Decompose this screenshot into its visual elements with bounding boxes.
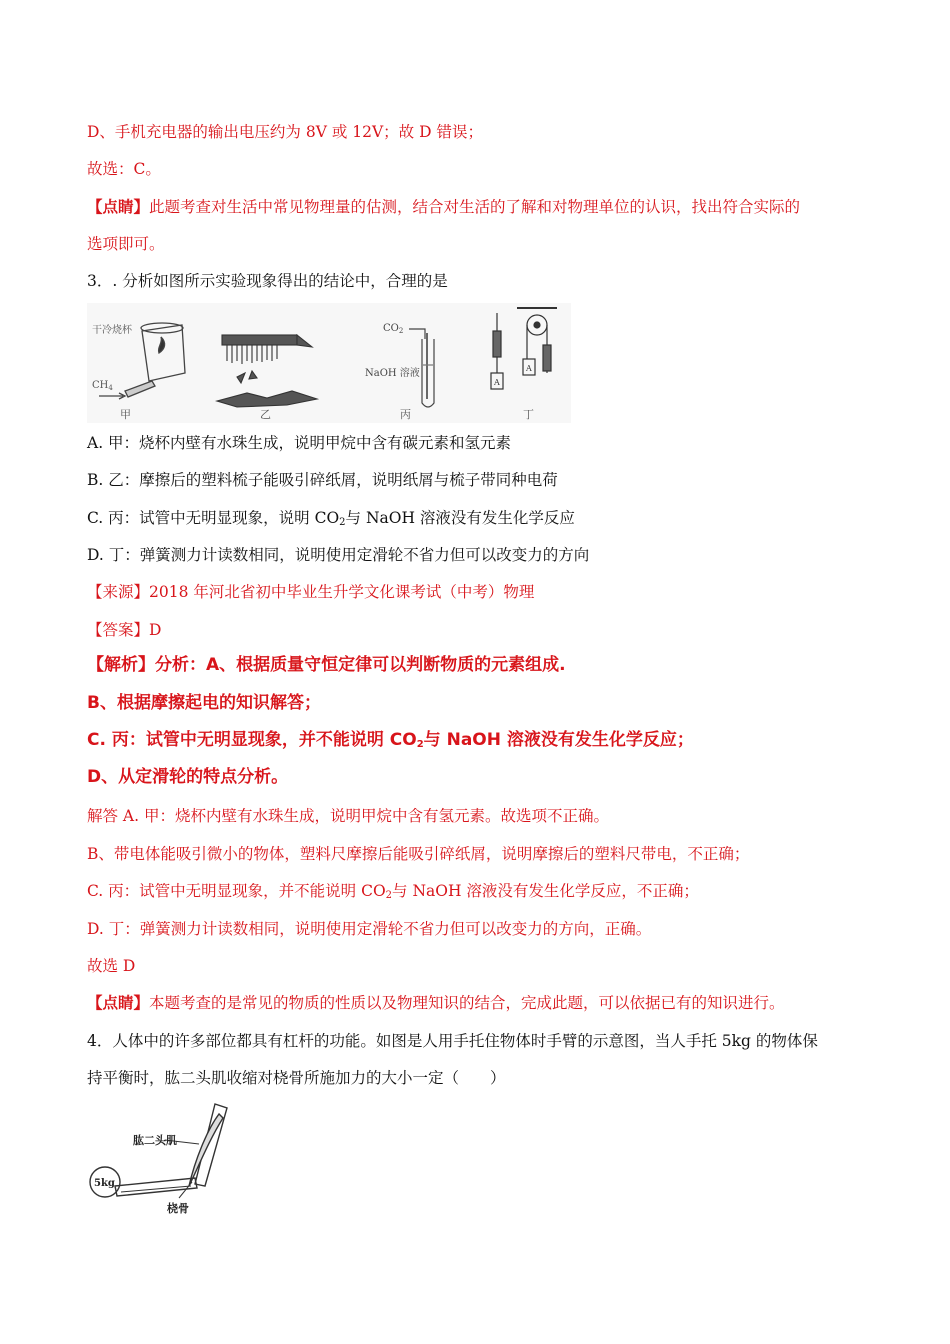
- mass-label: 5kg: [94, 1178, 115, 1189]
- biceps-muscle: [189, 1114, 223, 1186]
- solution-line3: C. 丙：试管中无明显现象，并不能说明 $CO_2$与 NaOH 溶液没有发生化学反应，不正确；: [87, 882, 699, 901]
- option-c: C. 丙：试管中无明显现象，说明 $CO_2$与 NaOH 溶液没有发生化学反应: [87, 509, 575, 528]
- analysis-line3: C. 丙：试管中无明显现象，并不能说明 $CO_2$与 NaOH 溶液没有发生化学反应；: [87, 730, 694, 750]
- weight-label-1: A: [494, 378, 500, 387]
- question-4-line1: 4．人体中的许多部位都具有杠杆的功能。如图是人用手托住物体时手臂的示意图，当人手托 5kg 的物体保: [87, 1032, 818, 1050]
- ch4-label: $CH_4$: [92, 380, 113, 392]
- beaker-label: 干冷烧杯: [92, 325, 132, 336]
- question-3-figure: [87, 303, 571, 423]
- arm-illustration: [87, 1100, 247, 1218]
- naoh-label: NaOH 溶液: [365, 368, 420, 379]
- arm-figure: [87, 1100, 247, 1218]
- muscle-label: 肱二头肌: [133, 1134, 177, 1147]
- left-spring-scale: [493, 331, 501, 357]
- analysis-line2: B、根据摩擦起电的知识解答；: [87, 693, 321, 713]
- analysis-line4: D、从定滑轮的特点分析。: [87, 767, 289, 787]
- co2-label: $CO_2$: [383, 323, 404, 335]
- source-line: 【来源】2018 年河北省初中毕业生升学文化课考试（中考）物理: [87, 583, 535, 601]
- right-spring-scale: [543, 345, 551, 371]
- prev-comment-line1: [87, 197, 800, 217]
- question-3-stem: 3．. 分析如图所示实验现象得出的结论中，合理的是: [87, 272, 448, 290]
- q3-comment: 【点睛】本题考查的是常见的物质的性质以及物理知识的结合，完成此题，可以依据已有的知识进行。: [87, 993, 785, 1012]
- option-a: A. 甲：烧杯内壁有水珠生成，说明甲烷中含有碳元素和氢元素: [87, 434, 512, 452]
- label-jia: 甲: [120, 408, 131, 421]
- label-ding: 丁: [523, 408, 534, 421]
- solution-line2: B、带电体能吸引微小的物体，塑料尺摩擦后能吸引碎纸屑，说明摩擦后的塑料尺带电，不正确；: [87, 845, 750, 863]
- label-bing: 丙: [400, 408, 411, 421]
- pulley-axle: [534, 322, 540, 328]
- comment-tag: 【点睛】: [87, 197, 150, 216]
- comment-text: 此题考查对生活中常见物理量的估测，结合对生活的了解和对物理单位的认识，找出符合实际的: [149, 198, 801, 216]
- weight-label-2: A: [526, 364, 532, 373]
- question-4-line2: 持平衡时，肱二头肌收缩对桡骨所施加力的大小一定（ ）: [87, 1069, 506, 1087]
- option-d-text: D、手机充电器的输出电压约为 8V 或 12V；故 D 错误；: [87, 123, 483, 141]
- analysis-line1: 【解析】分析：A、根据质量守恒定律可以判断物质的元素组成.: [87, 655, 566, 675]
- option-b: B. 乙：摩擦后的塑料梳子能吸引碎纸屑，说明纸屑与梳子带同种电荷: [87, 471, 558, 489]
- solution-line1: 解答 A. 甲：烧杯内壁有水珠生成，说明甲烷中含有氢元素。故选项不正确。: [87, 807, 609, 825]
- bone-label: 桡骨: [167, 1202, 189, 1215]
- label-yi: 乙: [260, 408, 271, 421]
- prev-comment-line2: 选项即可。: [87, 235, 165, 253]
- prev-choice: 故选：C。: [87, 160, 161, 178]
- comb-spine: [222, 335, 297, 345]
- experiment-illustration: [87, 303, 571, 423]
- option-d: D. 丁：弹簧测力计读数相同，说明使用定滑轮不省力但可以改变力的方向: [87, 546, 590, 564]
- final-choice: 故选 D: [87, 957, 136, 975]
- answer-line: 【答案】D: [87, 621, 162, 639]
- option-d-explanation: [87, 122, 483, 142]
- solution-line4: D. 丁：弹簧测力计读数相同，说明使用定滑轮不省力但可以改变力的方向，正确。: [87, 920, 652, 938]
